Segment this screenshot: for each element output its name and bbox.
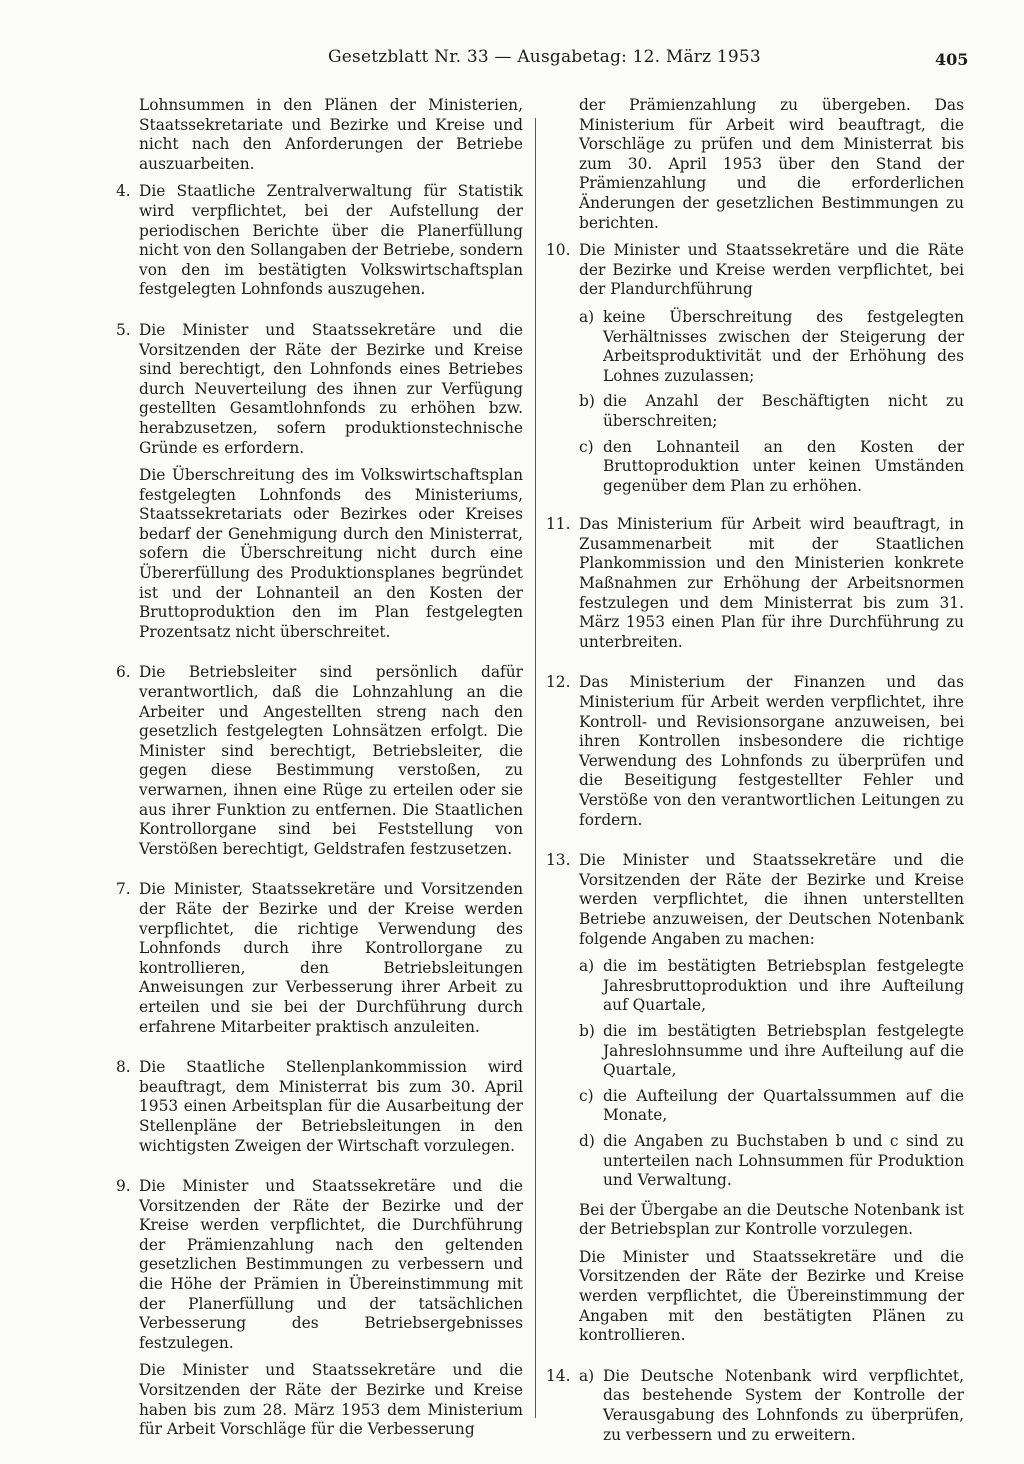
paragraph: Die Minister und Staatssekretäre und die Vorsitzenden der Räte der Bezirke und Kreise werden verpflichtet, die Übereinstimmung der Angaben mit den bestätigten Plänen zu kontrollieren. — [579, 1247, 964, 1345]
item-number: 5. — [116, 320, 131, 339]
item-number: 9. — [116, 1177, 131, 1196]
sub-item — [579, 438, 964, 497]
sub-label: a) — [579, 1366, 595, 1385]
list-item — [116, 182, 523, 308]
paragraph: Die Staatliche Zentralverwaltung für Statistik wird verpflichtet, bei der Aufstellung der periodischen Berichte über die Planerfüllung nicht von den Sollangaben der Betriebe, sondern von den im bestätigten Volkswirtschaftsplan festgelegten Lohnfonds auszugehen. — [139, 182, 523, 299]
list-item — [546, 851, 964, 1354]
paragraph: Die Minister und Staatssekretäre und die Vorsitzenden der Räte der Bezirke und Kreise haben bis zum 28. März 1953 dem Ministerium für Arbeit Vorschläge für die Verbesserung — [139, 1361, 523, 1439]
paragraph: Bei der Übergabe an die Deutsche Notenbank ist der Betriebsplan zur Kontrolle vorzulegen. — [579, 1200, 964, 1239]
sub-item — [579, 308, 964, 386]
item-number: 10. — [546, 241, 571, 260]
item-number: 6. — [116, 663, 131, 682]
sub-item — [579, 1132, 964, 1191]
item-number: 11. — [546, 515, 571, 534]
page-header — [0, 48, 1024, 78]
sub-label: b) — [579, 392, 595, 411]
paragraph: Die Minister und Staatssekretäre und die Räte der Bezirke und Kreise werden verpflichtet, bei der Plandurchführung — [579, 241, 964, 299]
right-column — [546, 96, 964, 1464]
sub-label: c) — [579, 437, 594, 456]
sub-text: die Angaben zu Buchstaben b und c sind zu unterteilen nach Lohnsummen für Produktion und Verwaltung. — [603, 1131, 964, 1190]
sub-label: b) — [579, 1021, 595, 1040]
sub-item — [579, 1087, 964, 1126]
page-title: Gesetzblatt Nr. 33 — Ausgabetag: 12. März 1953 — [328, 47, 761, 67]
paragraph: Die Minister, Staatssekretäre und Vorsitzenden der Räte der Bezirke und der Kreise werden verpflichtet, die richtige Verwendung des Lohnfonds durch ihre Kontrollorgane zu kontrollieren, den Betriebsleitungen Anweisungen zur Verbesserung ihrer Arbeit zu erteilen und sie bei der Durchführung durch erfahrene Mitarbeiter praktisch anzuleiten. — [139, 880, 523, 1036]
list-item — [546, 515, 964, 660]
paragraph: Die Minister und Staatssekretäre und die Vorsitzenden der Räte der Bezirke und der Kreise werden verpflichtet, die Durchführung der Prämienzahlung nach den geltenden gesetzlichen Bestimmungen zu verbessern und die Höhe der Prämien in Übereinstimmung mit der Planerfüllung und der tatsächlichen Verbesserung des Betriebsergebnisses festzulegen. — [139, 1177, 523, 1352]
item-number: 7. — [116, 880, 131, 899]
paragraph: Das Ministerium für Arbeit wird beauftragt, in Zusammenarbeit mit der Staatlichen Plankommission und den Ministerien konkrete Maßnahmen zur Erhöhung der Arbeitsnormen festzulegen und dem Ministerrat bis zum 31. März 1953 einen Plan für ihre Durchführung zu unterbreiten. — [579, 515, 964, 651]
paragraph: Die Minister und Staatssekretäre und die Vorsitzenden der Räte der Bezirke und Kreise sind berechtigt, den Lohnfonds eines Betriebes durch Neuverteilung des ihnen zur Verfügung gestellten Gesamtlohnfonds zu erhöhen bzw. herabzusetzen, sofern produktionstechnische Gründe es erfordern. — [139, 320, 523, 457]
item-number: 14. — [546, 1366, 571, 1385]
sub-item — [579, 392, 964, 431]
sub-text: den Lohnanteil an den Kosten der Bruttoproduktion unter keinen Umständen gegenüber dem Plan zu erhöhen. — [603, 437, 964, 495]
list-item — [546, 1367, 964, 1451]
list-item — [116, 1177, 523, 1448]
column-divider — [535, 118, 536, 1418]
sub-label: d) — [579, 1131, 595, 1150]
sub-item — [579, 1367, 964, 1445]
sub-text: keine Überschreitung des festgelegten Verhältnisses zwischen der Steigerung der Arbeitsproduktivität und der Erhöhung des Lohnes zuzulassen; — [603, 307, 964, 385]
list-item — [116, 880, 523, 1045]
sub-text: die Anzahl der Beschäftigten nicht zu überschreiten; — [603, 392, 964, 430]
item-number: 4. — [116, 182, 131, 201]
paragraph: Die Betriebsleiter sind persönlich dafür verantwortlich, daß die Lohnzahlung an die Arbeiter und Angestellten streng nach den gesetzlich festgelegten Lohnsätzen erfolgt. Die Minister sind berechtigt, Betriebsleiter, die gegen diese Bestimmung verstoßen, zu verwarnen, ihnen eine Rüge zu erteilen oder sie aus ihrer Funktion zu entfernen. Die Staatlichen Kontrollorgane sind bei Feststellung von Verstößen berechtigt, Geldstrafen festzusetzen. — [139, 663, 523, 858]
page-number: 405 — [935, 50, 969, 69]
item-number: 12. — [546, 673, 571, 692]
paragraph: Die Minister und Staatssekretäre und die Vorsitzenden der Räte der Bezirke und Kreise werden verpflichtet, die ihnen unterstellten Betriebe anzuweisen, der Deutschen Notenbank folgende Angaben zu machen: — [579, 851, 964, 948]
item-number: 13. — [546, 851, 571, 870]
list-item — [546, 241, 964, 502]
paragraph: Lohnsummen in den Plänen der Ministerien, Staatssekretariate und Bezirke und Kreise und nicht nach den Anforderungen der Betriebe auszuarbeiten. — [139, 96, 523, 173]
sub-text: die im bestätigten Betriebsplan festgelegte Jahresbruttoproduktion und ihre Aufteilung auf Quartale, — [603, 957, 964, 1015]
sub-item — [579, 1022, 964, 1081]
sub-label: a) — [579, 957, 595, 976]
paragraph: der Prämienzahlung zu übergeben. Das Ministerium für Arbeit wird beauftragt, die Vorschläge zu prüfen und dem Ministerrat bis zum 30. April 1953 über den Stand der Prämienzahlung und die erforderlichen Änderungen der gesetzlichen Bestimmungen zu berichten. — [579, 96, 964, 232]
list-item — [546, 673, 964, 838]
sub-label: a) — [579, 307, 595, 326]
list-item — [116, 663, 523, 867]
sub-label: c) — [579, 1086, 594, 1105]
left-column — [116, 96, 523, 1461]
sub-text: die im bestätigten Betriebsplan festgelegte Jahreslohnsumme und ihre Aufteilung auf die Quartale, — [603, 1021, 964, 1080]
sub-text: Die Deutsche Notenbank wird verpflichtet, das bestehende System der Kontrolle der Verausgabung des Lohnfonds zu überprüfen, zu verbessern und zu erweitern. — [603, 1366, 964, 1444]
paragraph: Das Ministerium der Finanzen und das Ministerium für Arbeit werden verpflichtet, ihre Kontroll- und Revisionsorgane anzuweisen, bei ihren Kontrollen insbesondere die richtige Verwendung des Lohnfonds zu überprüfen und die Beseitigung festgestellter Fehler und Verstöße von den verantwortlichen Leitungen zu fordern. — [579, 673, 964, 829]
item-number: 8. — [116, 1058, 131, 1077]
sub-text: die Aufteilung der Quartalssummen auf die Monate, — [603, 1086, 964, 1125]
list-item — [116, 1058, 523, 1164]
sub-item — [579, 957, 964, 1016]
list-item — [116, 321, 523, 651]
paragraph: Die Staatliche Stellenplankommission wird beauftragt, dem Ministerrat bis zum 30. April 1953 einen Arbeitsplan für die Ausarbeitung der Stellenpläne der Betriebsleitungen in den wichtigsten Zweigen der Wirtschaft vorzulegen. — [139, 1058, 523, 1155]
paragraph: Die Überschreitung des im Volkswirtschaftsplan festgelegten Lohnfonds des Ministeriums, Staatssekretariats oder Bezirkes oder Kreises bedarf der Genehmigung durch den Ministerrat, sofern die Überschreitung nicht durch eine Übererfüllung des Produktionsplanes begründet ist und der Lohnanteil an den Kosten der Bruttoproduktion den im Plan festgelegten Prozentsatz nicht überschreitet. — [139, 466, 523, 641]
